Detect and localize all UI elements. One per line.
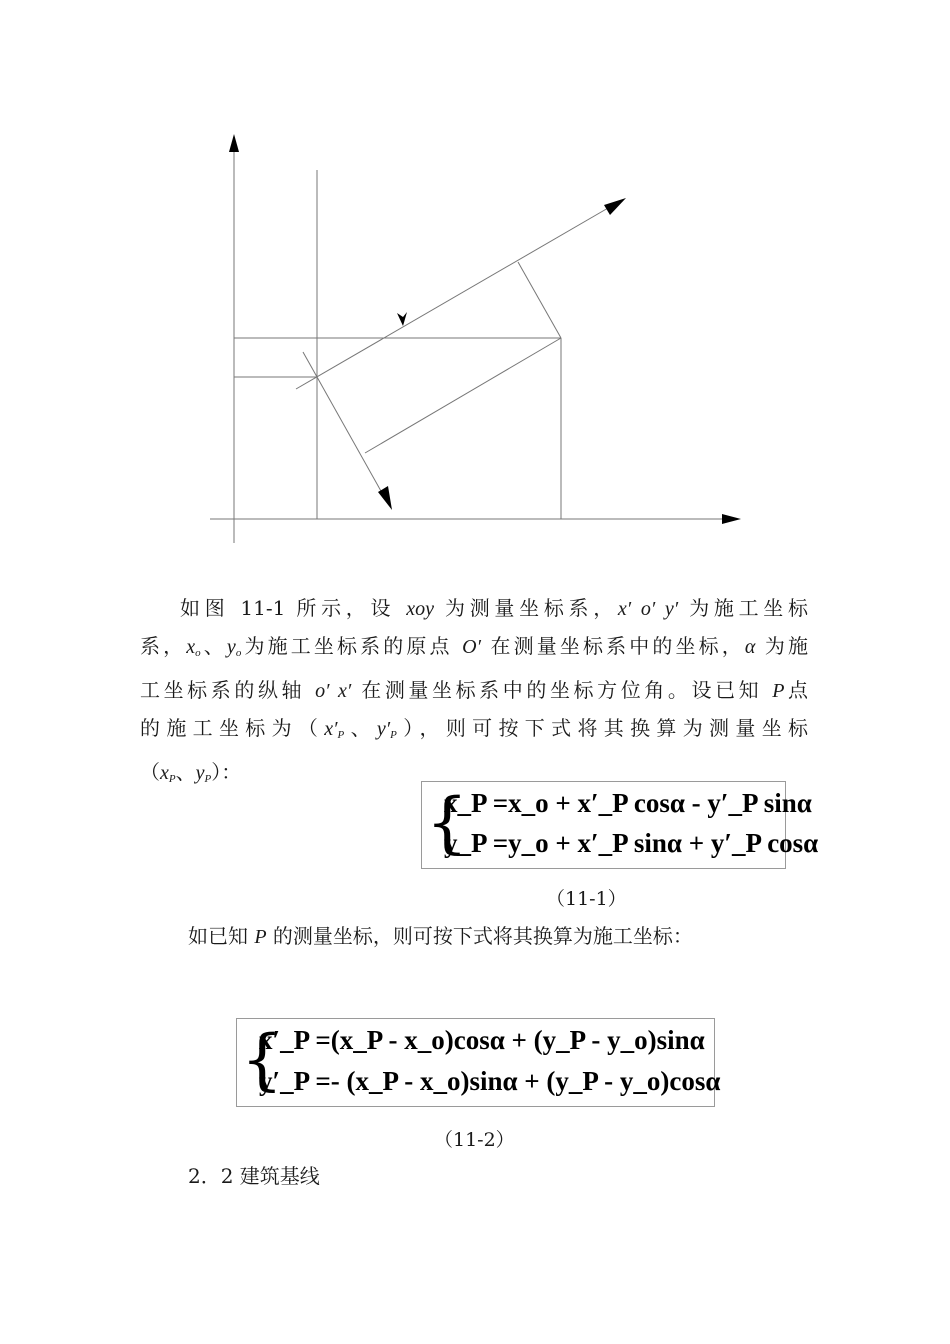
section-heading: 2．2 建筑基线 xyxy=(188,1164,320,1188)
equation-11-2-row-2: y′_P =- (x_P - x_o)sinα + (y_P - y_o)cosα xyxy=(259,1066,721,1096)
point-projection-parallel xyxy=(365,338,561,453)
equation-11-1-row-2: y_P =y_o + x′_P sinα + y′_P cosα xyxy=(444,828,819,858)
paragraph-1-line-3: 工坐标系的纵轴 o′ x′ 在测量坐标系中的坐标方位角。设已知 P点 xyxy=(140,678,809,702)
equation-11-2-row-1: x′_P =(x_P - x_o)cosα + (y_P - y_o)sinα xyxy=(259,1025,705,1055)
construction-x-arrowhead xyxy=(604,198,626,215)
equation-11-2 xyxy=(236,1018,721,1107)
paragraph-1-line-5: （$x_P$、$y_P$）： xyxy=(140,760,242,785)
paragraph-1 xyxy=(140,590,808,798)
equation-11-1 xyxy=(421,781,819,869)
equation-11-2-number: （11-2） xyxy=(434,1129,515,1151)
equation-brace: { xyxy=(241,1021,283,1098)
point-projection-perp xyxy=(518,262,561,338)
paragraph-1-line-2: 系，$x_o$、$y_o$为施工坐标系的原点 O′ 在测量坐标系中的坐标，α 为施 xyxy=(140,634,809,659)
paragraph-1-line-1: 如图 11-1 所示，设 xoy 为测量坐标系，x′ o′ y′ 为施工坐标 xyxy=(180,596,808,620)
construction-x-axis xyxy=(296,204,615,389)
coordinate-diagram xyxy=(0,0,950,560)
construction-y-axis xyxy=(303,352,386,500)
x-axis-arrowhead xyxy=(722,514,741,524)
paragraph-2: 如已知 P 的测量坐标，则可按下式将其换算为施工坐标： xyxy=(188,924,693,948)
paragraph-1-line-4: 的施工坐标为（$x'_P$、$y'_P$），则可按下式将其换算为测量坐标 xyxy=(140,716,809,741)
equation-brace: { xyxy=(426,784,468,861)
equation-11-1-row-1: x_P =x_o + x′_P cosα - y′_P sinα xyxy=(444,788,812,818)
equation-11-1-number: （11-1） xyxy=(546,888,627,910)
y-axis-arrowhead xyxy=(229,134,239,152)
angle-mark xyxy=(397,312,407,326)
